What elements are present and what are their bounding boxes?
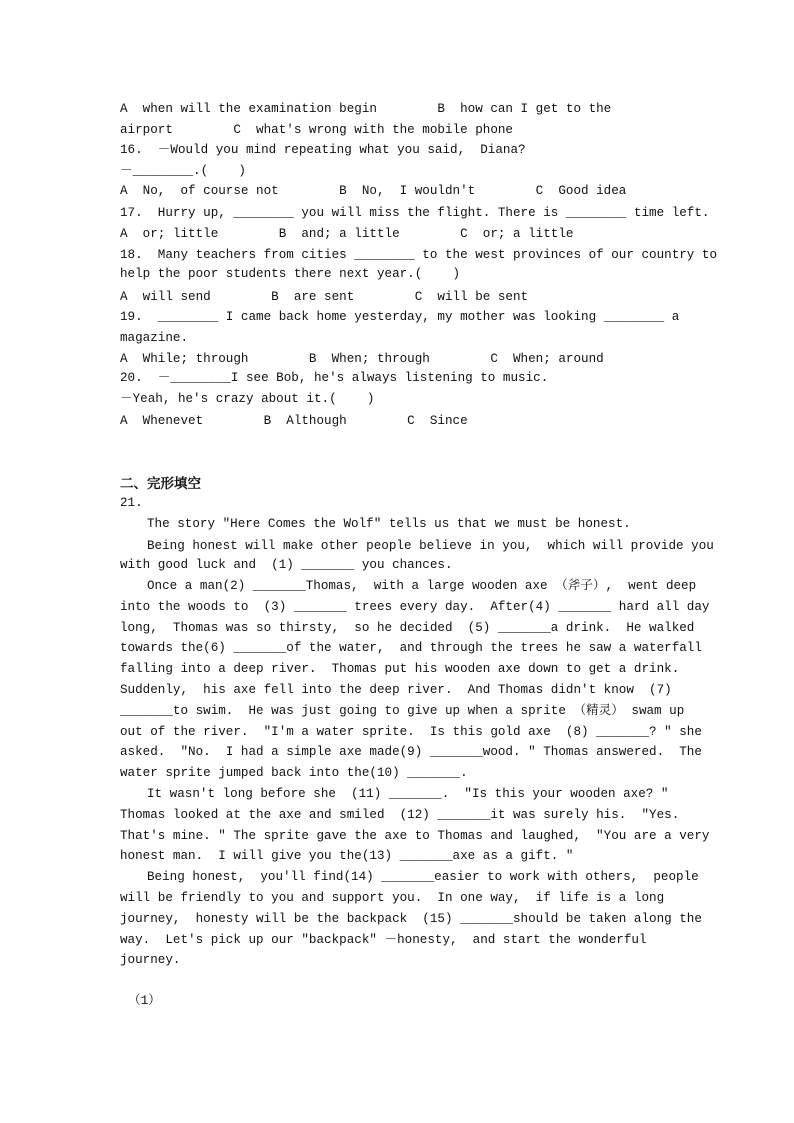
- cloze-passage-line: out of the river. "I'm a water sprite. Is this gold axe (8) _______? " she: [120, 725, 702, 739]
- q20-options: A Whenevet B Although C Since: [120, 414, 468, 428]
- q18-stem: 18. Many teachers from cities ________ to the west provinces of our country to: [120, 248, 718, 262]
- q16-stem: 16. －Would you mind repeating what you said, Diana?: [120, 143, 526, 157]
- cloze-passage-line: will be friendly to you and support you. In one way, if life is a long: [120, 891, 665, 905]
- cloze-passage-line: That's mine. " The sprite gave the axe to Thomas and laughed, "You are a very: [120, 829, 710, 843]
- cloze-passage-line: Suddenly, his axe fell into the deep river. And Thomas didn't know (7): [120, 683, 672, 697]
- cloze-passage-line: way. Let's pick up our "backpack" －honesty, and start the wonderful: [120, 933, 647, 947]
- cloze-passage-line: The story "Here Comes the Wolf" tells us that we must be honest.: [147, 517, 631, 531]
- cloze-passage-line: honest man. I will give you the(13) _______axe as a gift. ": [120, 849, 574, 863]
- q19-stem-line2: magazine.: [120, 331, 189, 345]
- q18-options: A will send B are sent C will be sent: [120, 290, 529, 304]
- cloze-passage-line: Being honest will make other people believe in you, which will provide you: [147, 539, 714, 553]
- cloze-passage-line: journey, honesty will be the backpack (15) _______should be taken along the: [120, 912, 702, 926]
- q15-options-line2: airport C what's wrong with the mobile phone: [120, 123, 513, 137]
- q16-options: A No, of course not B No, I wouldn't C Good idea: [120, 184, 627, 198]
- q16-stem-reply: －________.( ): [120, 164, 246, 178]
- cloze-passage-line: water sprite jumped back into the(10) _______.: [120, 766, 468, 780]
- cloze-passage-line: _______to swim. He was just going to give up when a sprite （精灵） swam up: [120, 704, 685, 718]
- section-heading-cloze: 二、完形填空: [120, 476, 201, 492]
- q19-options: A While; through B When; through C When; around: [120, 352, 604, 366]
- q20-stem: 20. －________I see Bob, he's always listening to music.: [120, 371, 549, 385]
- cloze-passage-line: journey.: [120, 953, 181, 967]
- q15-options-line1: A when will the examination begin B how can I get to the: [120, 102, 612, 116]
- cloze-passage-line: Thomas looked at the axe and smiled (12) _______it was surely his. "Yes.: [120, 808, 680, 822]
- cloze-passage-line: Once a man(2) _______Thomas, with a large wooden axe （斧子）, went deep: [147, 579, 697, 593]
- q17-stem: 17. Hurry up, ________ you will miss the flight. There is ________ time left.: [120, 206, 710, 220]
- cloze-passage-line: It wasn't long before she (11) _______. "Is this your wooden axe? ": [147, 787, 669, 801]
- cloze-passage-line: long, Thomas was so thirsty, so he decided (5) _______a drink. He walked: [120, 621, 695, 635]
- cloze-passage-line: falling into a deep river. Thomas put his wooden axe down to get a drink.: [120, 662, 680, 676]
- q19-stem: 19. ________ I came back home yesterday, my mother was looking ________ a: [120, 310, 680, 324]
- q18-stem-line2: help the poor students there next year.( ): [120, 267, 461, 281]
- q17-options: A or; little B and; a little C or; a little: [120, 227, 574, 241]
- cloze-passage-line: towards the(6) _______of the water, and through the trees he saw a waterfall: [120, 641, 702, 655]
- cloze-passage-line: asked. "No. I had a simple axe made(9) _______wood. " Thomas answered. The: [120, 745, 702, 759]
- q20-stem-reply: －Yeah, he's crazy about it.( ): [120, 392, 375, 406]
- cloze-passage-line: into the woods to (3) _______ trees every day. After(4) _______ hard all day: [120, 600, 710, 614]
- cloze-passage-line: Being honest, you'll find(14) _______easier to work with others, people: [147, 870, 699, 884]
- cloze-question-number: 21.: [120, 496, 143, 510]
- cloze-subquestion-1: （1）: [128, 994, 161, 1008]
- cloze-passage-line: with good luck and (1) _______ you chances.: [120, 558, 453, 572]
